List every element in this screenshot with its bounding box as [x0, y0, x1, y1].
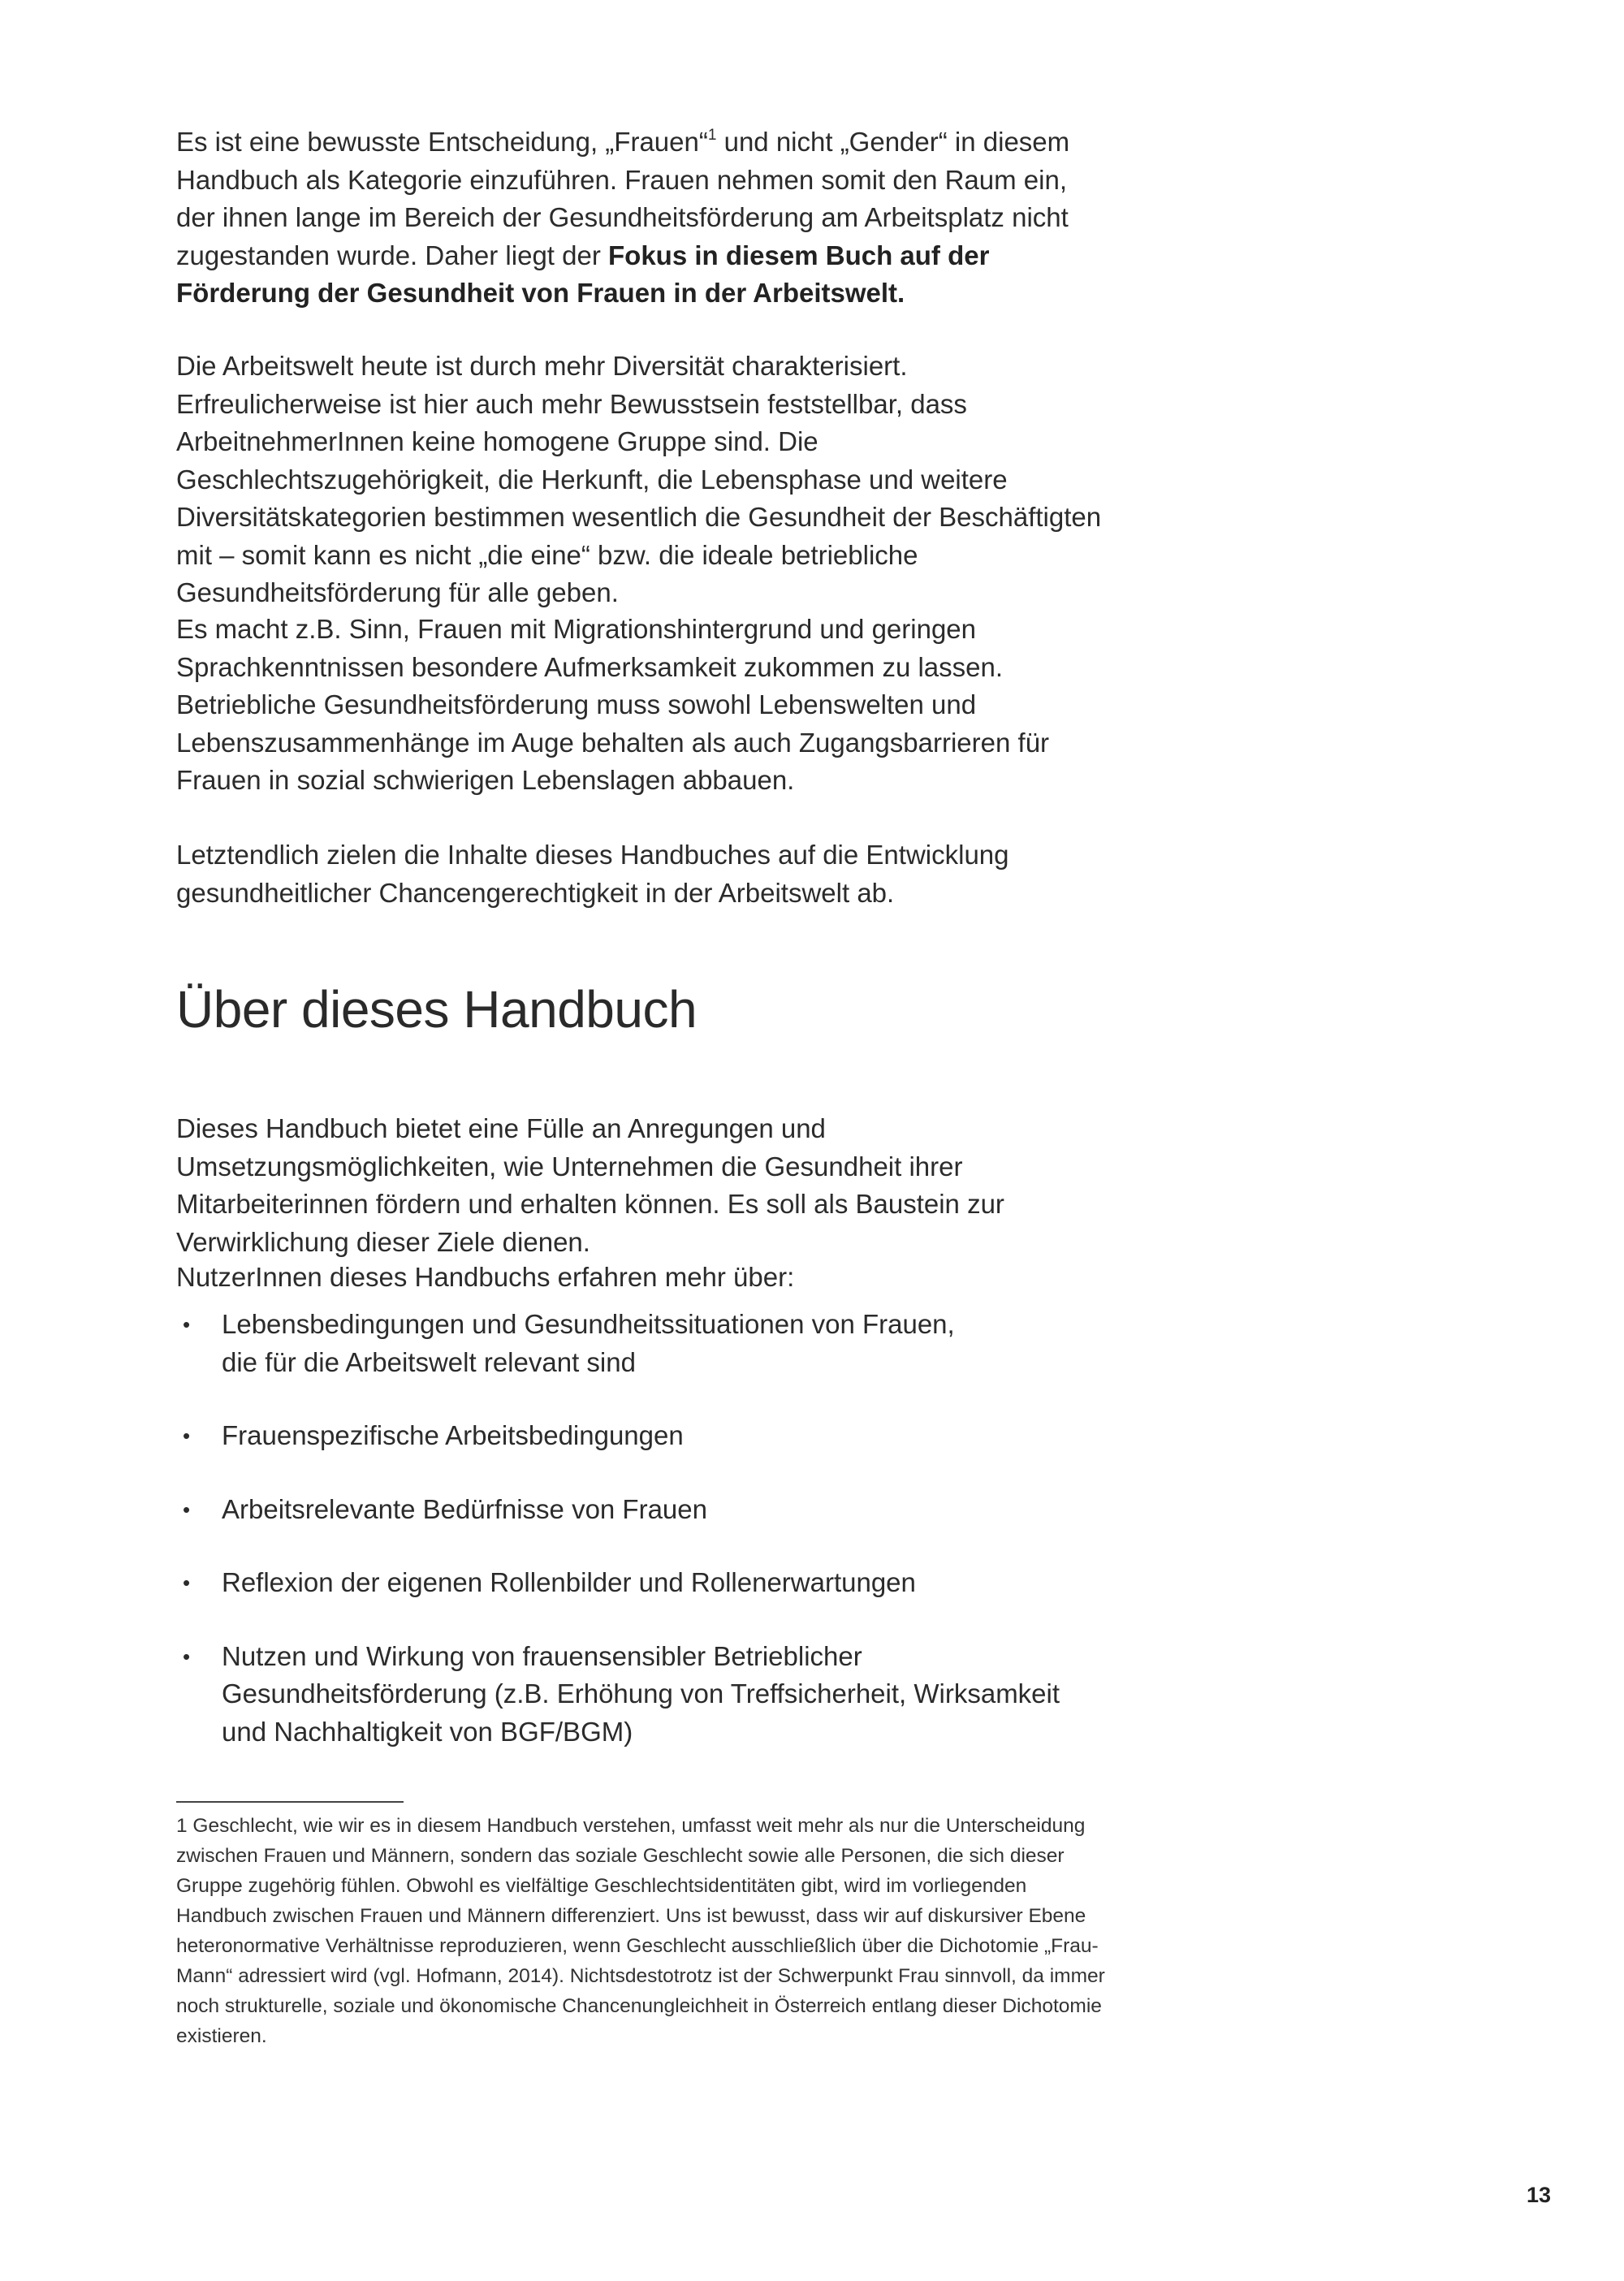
bullet-icon: •	[183, 1423, 191, 1448]
emphasis-text: Fokus in diesem Buch auf der Förderung der Gesundheit von Frauen in der Arbeitswelt.	[176, 240, 990, 308]
footnote-reference[interactable]: 1	[707, 127, 717, 144]
body-paragraph-1	[176, 123, 1110, 313]
footnote-divider	[176, 1801, 404, 1803]
list-item: • Frauenspezifische Arbeitsbedingungen	[176, 1417, 1110, 1455]
body-paragraph-4: Letztendlich zielen die Inhalte dieses Handbuches auf die Entwicklung gesundheitlicher Chancengerechtigkeit in der Arbeitswelt ab.	[176, 840, 1009, 908]
bullet-icon: •	[183, 1312, 191, 1337]
page-number: 13	[1527, 2183, 1552, 2207]
bullet-icon: •	[183, 1644, 191, 1669]
body-paragraph-3: Es macht z.B. Sinn, Frauen mit Migrationshintergrund und geringen Sprachkenntnissen besondere Aufmerksamkeit zukommen zu lassen. Betriebliche Gesundheitsförderung muss sowohl Lebenswelten und Lebenszusammenhänge im Auge behalten als auch Zugangsbarrieren für Frauen in sozial schwierigen Lebenslagen abbauen.	[176, 614, 1050, 795]
body-paragraph-2: Die Arbeitswelt heute ist durch mehr Diversität charakterisiert. Erfreulicherweise ist hier auch mehr Bewusstsein feststellbar, dass ArbeitnehmerInnen keine homogene Gruppe sind. Die Geschlechtszugehörigkeit, die Herkunft, die Lebensphase und weitere Diversitätskategorien bestimmen wesentlich die Gesundheit der Beschäftigten mit – somit kann es nicht „die eine“ bzw. die ideale betriebliche Gesundheitsförderung für alle geben.	[176, 351, 1102, 607]
footnote: 1 Geschlecht, wie wir es in diesem Handbuch verstehen, umfasst weit mehr als nur die Unterscheidung zwischen Frauen und Männern, sondern das soziale Geschlecht sowie alle Personen, die sich dieser Gruppe zugehörig fühlen. Obwohl es vielfältige Geschlechtsidentitäten gibt, wird im vorliegenden Handbuch zwischen Frauen und Männern differenziert. Uns ist bewusst, dass wir auf diskursiver Ebene heteronormative Verhältnisse reproduzieren, wenn Geschlecht ausschließlich über die Dichotomie „Frau-Mann“ adressiert wird (vgl. Hofmann, 2014). Nichtsdestotrotz ist der Schwerpunkt Frau sinnvoll, da immer noch strukturelle, soziale und ökonomische Chancenungleichheit in Österreich entlang dieser Dichotomie existieren.	[176, 1815, 1105, 2047]
section-intro: Dieses Handbuch bietet eine Fülle an Anregungen und Umsetzungsmöglichkeiten, wie Unternehmen die Gesundheit ihrer Mitarbeiterinnen fördern und erhalten können. Es soll als Baustein zur Verwirklichung dieser Ziele dienen.	[176, 1113, 1004, 1257]
list-item: • Arbeitsrelevante Bedürfnisse von Frauen	[176, 1491, 1110, 1529]
list-item: • Nutzen und Wirkung von frauensensibler Betrieblicher Gesundheitsförderung (z.B. Erhöhung von Treffsicherheit, Wirksamkeit und Nachhaltigkeit von BGF/BGM)	[176, 1638, 1110, 1752]
list-item: • Reflexion der eigenen Rollenbilder und Rollenerwartungen	[176, 1564, 1110, 1602]
list-item: • Lebensbedingungen und Gesundheitssituationen von Frauen, die für die Arbeitswelt relevant sind	[176, 1306, 1110, 1381]
bullet-icon: •	[183, 1570, 191, 1595]
bullet-icon: •	[183, 1497, 191, 1522]
paragraph-text: Es ist eine bewusste Entscheidung, „Frauen“	[176, 127, 708, 157]
bullet-list	[176, 1306, 1110, 1786]
section-heading: Über dieses Handbuch	[176, 980, 698, 1039]
paragraph-text: und nicht „Gender“ in diesem Handbuch als Kategorie einzuführen. Frauen nehmen somit den Raum ein, der ihnen lange im Bereich der Gesundheitsförderung am Arbeitsplatz nicht zugestanden wurde. Daher liegt der	[176, 127, 1070, 270]
list-intro: NutzerInnen dieses Handbuchs erfahren mehr über:	[176, 1262, 795, 1292]
